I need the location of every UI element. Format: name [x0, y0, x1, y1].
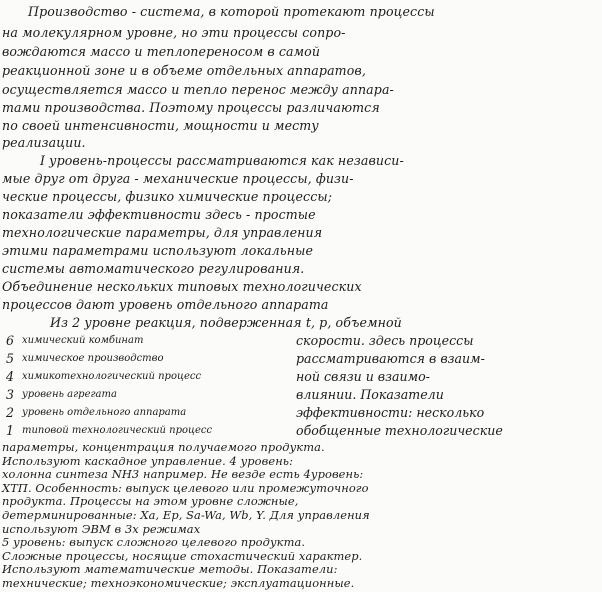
text-line: системы автоматического регулирования. [2, 261, 305, 276]
level-label: химический комбинат [22, 335, 144, 346]
text-line: тами производства. Поэтому процессы различаются [2, 100, 380, 115]
text-line: осуществляется массо и тепло перенос между аппара- [2, 82, 394, 97]
level-text: обобщенные технологические [296, 423, 503, 438]
text-line: детерминированные: Xa, Ep, Sa-Wa, Wb, Y. Для управления [2, 508, 370, 522]
level-number: 2 [6, 405, 15, 420]
text-line: вождаются массо и теплопереносом в самой [2, 44, 321, 59]
text-line: по своей интенсивности, мощности и месту [2, 118, 319, 133]
text-line: ХТП. Особенность: выпуск целевого или промежуточного [2, 480, 369, 495]
text-line: Объединение нескольких типовых технологических [2, 279, 362, 294]
level-text: скорости. здесь процессы [296, 333, 474, 348]
level-number: 1 [6, 423, 15, 438]
text-line: технические; техноэкономические; эксплуатационные. [2, 576, 355, 590]
text-line: Из 2 уровне реакция, подверженная t, p, объемной [50, 315, 402, 330]
level-text: ной связи и взаимо- [296, 369, 430, 384]
level-label: химикотехнологический процесс [22, 371, 202, 382]
text-line: Производство - система, в которой протекают процессы [28, 4, 435, 19]
text-line: показатели эффективности здесь - простые [2, 207, 316, 222]
text-line: этими параметрами используют локальные [2, 243, 314, 258]
text-line: ческие процессы, физико химические процессы; [2, 189, 333, 204]
level-number: 6 [6, 333, 15, 348]
text-line: Используют математические методы. Показатели: [2, 562, 338, 577]
level-label: уровень агрегата [22, 389, 117, 400]
text-line: Сложные процессы, носящие стохастический характер. [2, 548, 363, 563]
text-line: параметры, концентрация получаемого продукта. [2, 440, 325, 454]
text-line: реализации. [2, 135, 86, 150]
text-line: процессов дают уровень отдельного аппарата [2, 297, 329, 312]
level-text: рассматриваются в взаим- [296, 351, 485, 366]
level-number: 5 [6, 351, 15, 366]
text-line: I уровень-процессы рассматриваются как независи- [40, 153, 404, 168]
level-label: химическое производство [22, 353, 164, 364]
text-line: технологические параметры, для управления [2, 225, 323, 240]
level-number: 3 [6, 387, 15, 402]
text-line: холонна синтеза NH3 например. Не везде есть 4уровень: [2, 467, 364, 482]
text-line: используют ЭВМ в 3х режимах [2, 521, 201, 536]
level-label: уровень отдельного аппарата [22, 407, 187, 418]
level-label: типовой технологический процесс [22, 425, 213, 436]
text-line: мые друг от друга - механические процессы, физи- [2, 171, 354, 186]
text-line: реакционной зоне и в объеме отдельных аппаратов, [2, 63, 366, 78]
text-line: Используют каскадное управление. 4 уровень: [2, 453, 294, 468]
level-text: эффективности: несколько [296, 405, 485, 420]
level-number: 4 [6, 369, 15, 384]
text-line: 5 уровень: выпуск сложного целевого продукта. [2, 535, 306, 550]
text-line: на молекулярном уровне, но эти процессы сопро- [2, 25, 346, 40]
level-text: влиянии. Показатели [296, 387, 444, 402]
text-line: продукта. Процессы на этом уровне сложные, [2, 494, 299, 509]
